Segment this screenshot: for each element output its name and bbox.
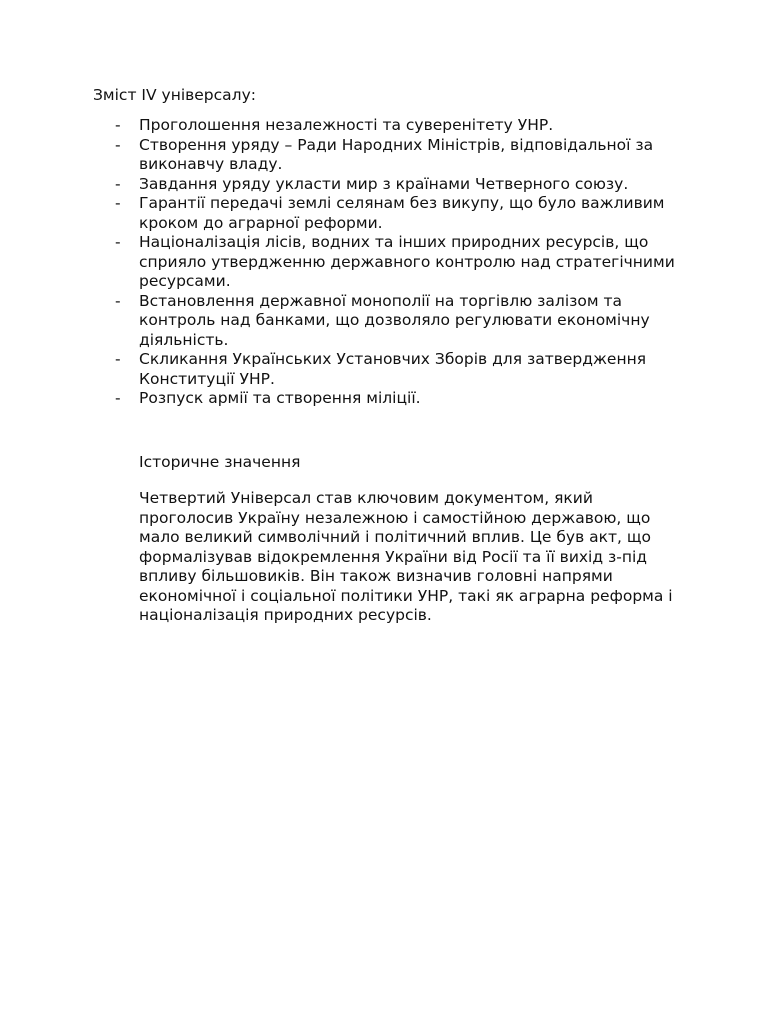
list-item	[93, 136, 693, 175]
list-item-text: Скликання Українських Установчих Зборів для затвердження Конституції УНР.	[139, 350, 647, 388]
bullet-dash: -	[115, 174, 121, 193]
bullet-dash: -	[115, 389, 121, 407]
bullet-dash: -	[115, 350, 121, 368]
bullet-dash: -	[115, 194, 121, 212]
list-item-text: Завдання уряду укласти мир з країнами Четверного союзу.	[139, 174, 629, 193]
list-item	[93, 350, 693, 389]
bullet-dash: -	[115, 233, 121, 251]
list-item	[93, 292, 693, 351]
bullet-dash: -	[115, 116, 121, 134]
historical-significance-paragraph: Четвертий Універсал став ключовим документом, який проголосив Україну незалежною і самостійною державою, що мало великий символічний і політичний вплив. Це був акт, що формалізував відокремлення України від Росії та її вихід з-під впливу більшовиків. Він також визначив головні напрями економічної і соціальної політики УНР, такі як аграрна реформа і націоналізація природних ресурсів.	[139, 489, 673, 624]
list-item-text: Проголошення незалежності та суверенітету УНР.	[139, 116, 554, 134]
list-item-text: Націоналізація лісів, водних та інших природних ресурсів, що сприяло утвердженню державного контролю над стратегічними ресурсами.	[139, 233, 675, 290]
bullet-dash: -	[115, 135, 121, 154]
list-item	[93, 116, 693, 136]
section-title: Історичне значення	[139, 453, 301, 471]
list-item-text: Гарантії передачі землі селянам без викупу, що було важливим кроком до аграрної реформи.	[139, 194, 665, 232]
list-item-text: Розпуск армії та створення міліції.	[139, 389, 421, 407]
list-item	[93, 175, 693, 195]
list-item-text: Створення уряду – Ради Народних Міністрів, відповідальної за виконавчу владу.	[139, 135, 654, 173]
list-item	[93, 194, 693, 233]
list-item	[93, 389, 693, 409]
bullet-dash: -	[115, 291, 121, 310]
list-item	[93, 233, 693, 292]
document-heading: Зміст IV універсалу:	[93, 86, 256, 104]
list-item-text: Встановлення державної монополії на торгівлю залізом та контроль над банками, що дозволяло регулювати економічну діяльність.	[139, 291, 650, 349]
content-list	[93, 116, 693, 409]
